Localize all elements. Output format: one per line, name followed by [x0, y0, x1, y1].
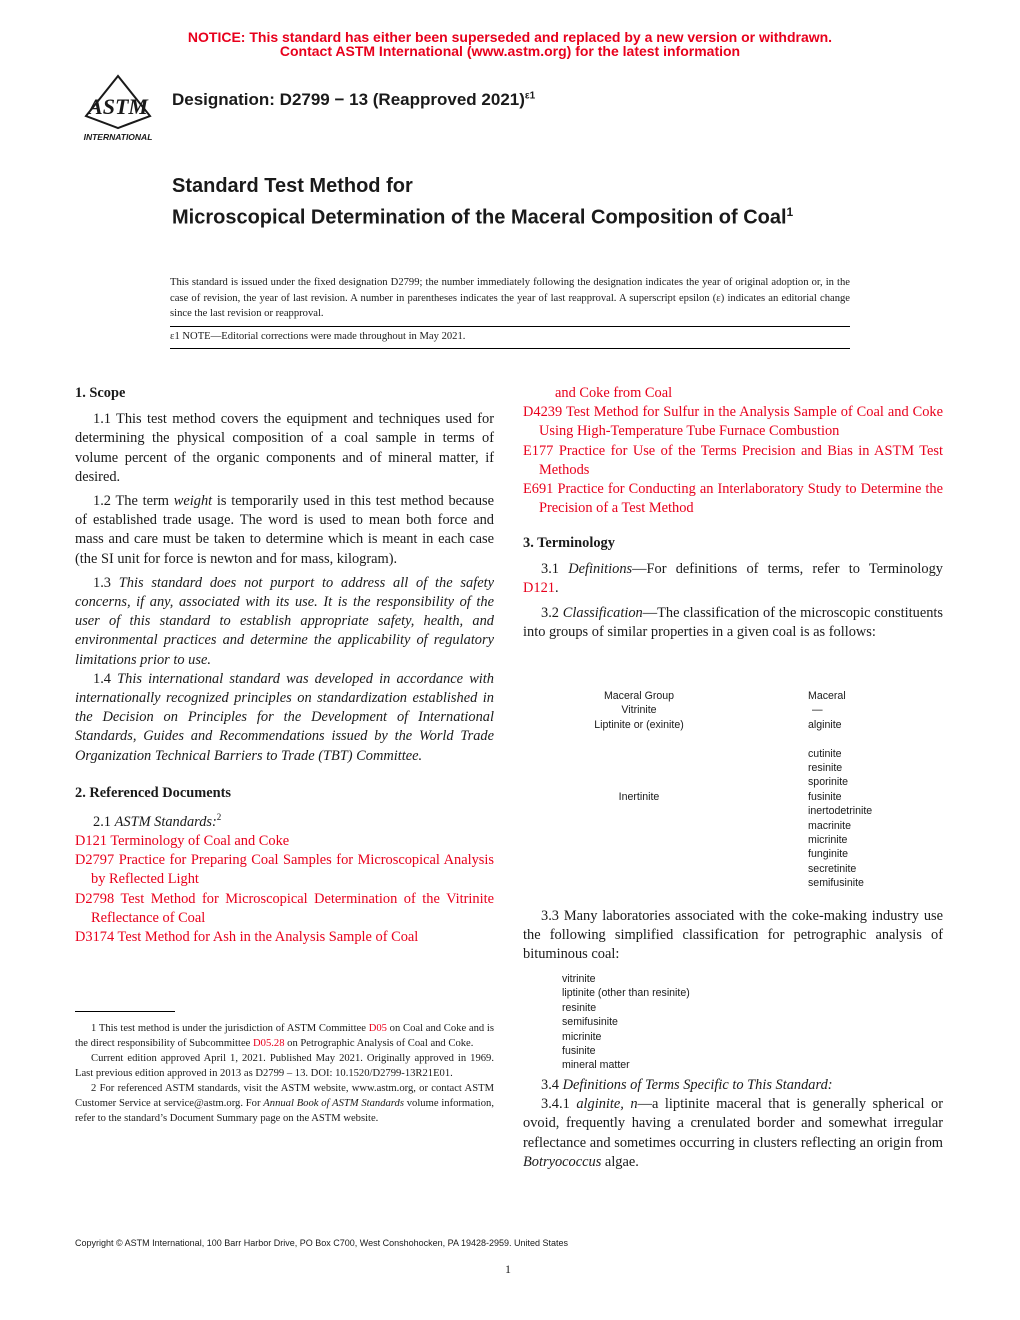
para-1-4-text: This international standard was developed in accordance with internationally recognized principles on standardization established in the Decision on Principles for the Development of International Standards, Guides and Recommendations issued by the World Trade Organization Technical Barriers to Trade (TBT) Committee.: [75, 670, 494, 764]
reference-title[interactable]: Practice for Use of the Terms Precision and Bias in ASTM Test Methods: [539, 442, 943, 478]
simplified-item: resinite: [562, 1001, 597, 1014]
reference-link-e691[interactable]: E691: [523, 481, 554, 498]
title-footnote-ref: 1: [786, 205, 794, 219]
footnotes: [75, 1021, 494, 1126]
footnote-2-italic: Annual Book of ASTM Standards: [263, 1098, 404, 1109]
para-3-2-num: 3.2: [541, 605, 563, 622]
divider-bottom: [170, 348, 850, 349]
notice-line-1: NOTICE: This standard has either been superseded and replaced by a new version or withdrawn.: [187, 29, 833, 45]
maceral-table: [523, 689, 943, 889]
reference-link-d2798[interactable]: D2798: [75, 890, 115, 907]
para-3-4-1-b: algae.: [601, 1153, 639, 1170]
para-2-1-sup: 2: [216, 812, 222, 823]
para-3-3: 3.3 Many laboratories associated with the coke-making industry use the following simplified classification for petrographic analysis of bituminous coal:: [523, 908, 943, 963]
para-3-2-text: —The classification of the microscopic constituents into groups of similar properties in a given coal is as follows:: [523, 605, 943, 641]
committee-link[interactable]: D05: [368, 1023, 387, 1034]
reference-title[interactable]: Terminology of Coal and Coke: [110, 833, 290, 850]
simplified-classification-list: [562, 972, 690, 1073]
astm-logo: [76, 72, 160, 142]
reference-title[interactable]: Test Method for Microscopical Determination of the Vitrinite Reflectance of Coal: [91, 890, 495, 926]
para-1-4-num: 1.4: [93, 670, 118, 687]
footnote-1-b: on Coal and Coke and is the direct responsibility of Subcommittee: [75, 1023, 494, 1049]
para-3-4: [523, 1076, 943, 1095]
reference-item: [523, 442, 943, 480]
simplified-item: vitrinite: [562, 973, 596, 985]
reference-item: [75, 851, 494, 889]
table-maceral: alginite: [808, 718, 842, 731]
copyright: Copyright © ASTM International, 100 Barr Harbor Drive, PO Box C700, West Conshohocken, PA 19428-2959. United States: [75, 1238, 569, 1248]
reference-link-e177[interactable]: E177: [523, 442, 554, 459]
table-maceral: funginite: [808, 848, 849, 861]
footnote-1: [75, 1021, 494, 1051]
para-1-3-text: This standard does not purport to address all of the safety concerns, if any, associated with its use. It is the responsibility of the user of this standard to establish appropriate safety, health, and environmental practices and determine the applicability of regulatory limitations prior to use.: [75, 574, 494, 668]
footnote-current-edition: Current edition approved April 1, 2021. Published May 2021. Originally approved in 1969. Last previous edition approved in 2013 as D2799 – 13. DOI: 10.1520/D2799-13R21E01.: [75, 1053, 494, 1079]
simplified-item: liptinite (other than resinite): [562, 987, 690, 1000]
reference-title[interactable]: Practice for Conducting an Interlaboratory Study to Determine the Precision of a Test Method: [539, 481, 943, 517]
reference-link-d3174[interactable]: D3174: [75, 929, 115, 946]
section-1-heading: 1. Scope: [75, 385, 126, 401]
para-3-3-block: [523, 907, 943, 965]
table-maceral: secretinite: [808, 862, 857, 875]
left-column: [75, 384, 494, 947]
para-1-2: [75, 492, 494, 569]
table-header-maceral: Maceral: [808, 690, 846, 702]
divider-top: [170, 326, 850, 327]
table-group-vitrinite: Vitrinite: [621, 704, 657, 717]
table-maceral: resinite: [808, 762, 843, 774]
para-1-3-num: 1.3: [93, 574, 119, 591]
table-maceral: inertodetrinite: [808, 805, 873, 818]
issued-statement: This standard is issued under the fixed designation D2799; the number immediately following the designation indicates the year of original adoption or, in the case of revision, the year of last revision. A number in parentheses indicates the year of last reapproval. A superscript epsilon (ε) indicates an editorial change since the last revision or reapproval.: [170, 277, 850, 319]
table-group-inertinite: Inertinite: [618, 790, 660, 803]
reference-continuation: [523, 384, 943, 403]
reference-title[interactable]: Practice for Preparing Coal Samples for Microscopical Analysis by Reflected Light: [91, 852, 494, 888]
notice-line-2: Contact ASTM International (www.astm.org) for the latest information: [279, 43, 741, 59]
para-1-2-a: 1.2 The term: [93, 493, 174, 510]
table-maceral: fusinite: [808, 790, 842, 803]
footnote-2: [75, 1081, 494, 1126]
para-3-4-text: Definitions of Terms Specific to This Standard:: [562, 1077, 833, 1093]
reference-item: [75, 928, 494, 947]
table-maceral-vitrinite: —: [812, 704, 823, 717]
reference-link-d121[interactable]: D121: [75, 833, 107, 850]
simplified-item: fusinite: [562, 1045, 596, 1058]
footnote-divider: [75, 1011, 175, 1012]
para-3-4-1: [523, 1095, 943, 1172]
para-1-2-italic: weight: [173, 493, 213, 510]
para-3-4-1-term: alginite, n: [576, 1096, 638, 1113]
title-line-1: Standard Test Method for: [172, 175, 413, 197]
para-3-1-end: .: [554, 579, 559, 596]
reference-title[interactable]: Test Method for Sulfur in the Analysis Sample of Coal and Coke Using High-Temperature Tube Furnace Combustion: [539, 404, 944, 440]
logo-subtext: INTERNATIONAL: [83, 132, 153, 142]
para-3-1-num: 3.1: [541, 560, 569, 577]
para-3-4-block: [523, 1076, 943, 1172]
reference-title[interactable]: Test Method for Ash in the Analysis Sample of Coal: [117, 929, 419, 946]
para-3-4-1-num: 3.4.1: [541, 1096, 577, 1113]
para-2-1-num: 2.1: [93, 813, 115, 830]
table-maceral: semifusinite: [808, 877, 864, 890]
designation-sup: ε1: [524, 90, 536, 102]
title-main: [172, 200, 872, 231]
table-group-liptinite: Liptinite or (exinite): [594, 718, 684, 731]
para-2-1-text: ASTM Standards:: [114, 813, 217, 830]
para-1-3: [75, 574, 494, 670]
para-3-4-num: 3.4: [541, 1077, 563, 1093]
page-number: 1: [505, 1262, 511, 1276]
designation-text: Designation: D2799 − 13 (Reapproved 2021): [172, 90, 525, 109]
terminology-link-d121[interactable]: D121: [523, 579, 555, 596]
astm-logo-icon: [76, 72, 160, 142]
table-header-group: Maceral Group: [603, 690, 675, 702]
para-3-2: [523, 604, 943, 642]
table-maceral: cutinite: [808, 747, 842, 760]
reference-item: [523, 480, 943, 518]
reference-link-d2797[interactable]: D2797: [75, 852, 115, 869]
section-2-heading: 2. Referenced Documents: [75, 784, 231, 801]
footnote-1-c: on Petrographic Analysis of Coal and Coke.: [284, 1038, 474, 1049]
reference-item: [75, 890, 494, 928]
table-maceral: macrinite: [808, 819, 851, 832]
para-3-4-1-italic: Botryococcus: [523, 1153, 602, 1170]
designation: [172, 90, 535, 110]
simplified-item: mineral matter: [562, 1059, 630, 1072]
editorial-note: ε1 NOTE—Editorial corrections were made throughout in May 2021.: [170, 331, 466, 342]
para-3-1: [523, 560, 943, 598]
simplified-item: semifusinite: [562, 1016, 618, 1029]
para-2-1: [75, 808, 494, 832]
footnote-1-a: 1 This test method is under the jurisdiction of ASTM Committee: [91, 1023, 369, 1034]
reference-title-continued[interactable]: and Coke from Coal: [555, 385, 673, 401]
reference-item: [75, 832, 494, 851]
para-3-4-1-a: —a liptinite maceral that is generally spherical or ovoid, frequently having a crenulated border and somewhat irregular reflectance and sometimes occurring in clusters reflecting an origin from: [523, 1096, 944, 1151]
para-3-1-text: —For definitions of terms, refer to Terminology: [632, 560, 943, 577]
logo-text: ASTM: [88, 94, 148, 119]
table-maceral: micrinite: [808, 834, 848, 846]
simplified-item: micrinite: [562, 1030, 602, 1043]
table-maceral: sporinite: [808, 776, 849, 789]
para-1-4: [75, 670, 494, 766]
footnote-2-a: 2 For referenced ASTM standards, visit the ASTM website, www.astm.org, or contact ASTM Customer Service at service@astm.org. For: [75, 1083, 494, 1109]
subcommittee-link[interactable]: D05.28: [253, 1038, 285, 1049]
para-1-1: 1.1 This test method covers the equipment and techniques used for determining the physical composition of a coal sample in terms of volume percent of the organic components and of mineral matter, if desired.: [75, 411, 494, 485]
right-column: [523, 384, 943, 642]
para-3-2-label: Classification: [562, 605, 643, 622]
para-3-1-label: Definitions: [568, 560, 633, 577]
para-1-2-b: is temporarily used in this test method because of established trade usage. The word is used to mean both force and mass and care must be taken to determine which is meant in each case (the SI unit for force is newton and for mass, kilogram).: [75, 493, 495, 567]
reference-item: [523, 403, 943, 441]
section-3-heading: 3. Terminology: [523, 535, 615, 552]
title-line-2: Microscopical Determination of the Maceral Composition of Coal: [172, 206, 787, 229]
reference-link-d4239[interactable]: D4239: [523, 404, 563, 421]
footnote-2-b: volume information, refer to the standard’s Document Summary page on the ASTM website.: [75, 1098, 494, 1124]
